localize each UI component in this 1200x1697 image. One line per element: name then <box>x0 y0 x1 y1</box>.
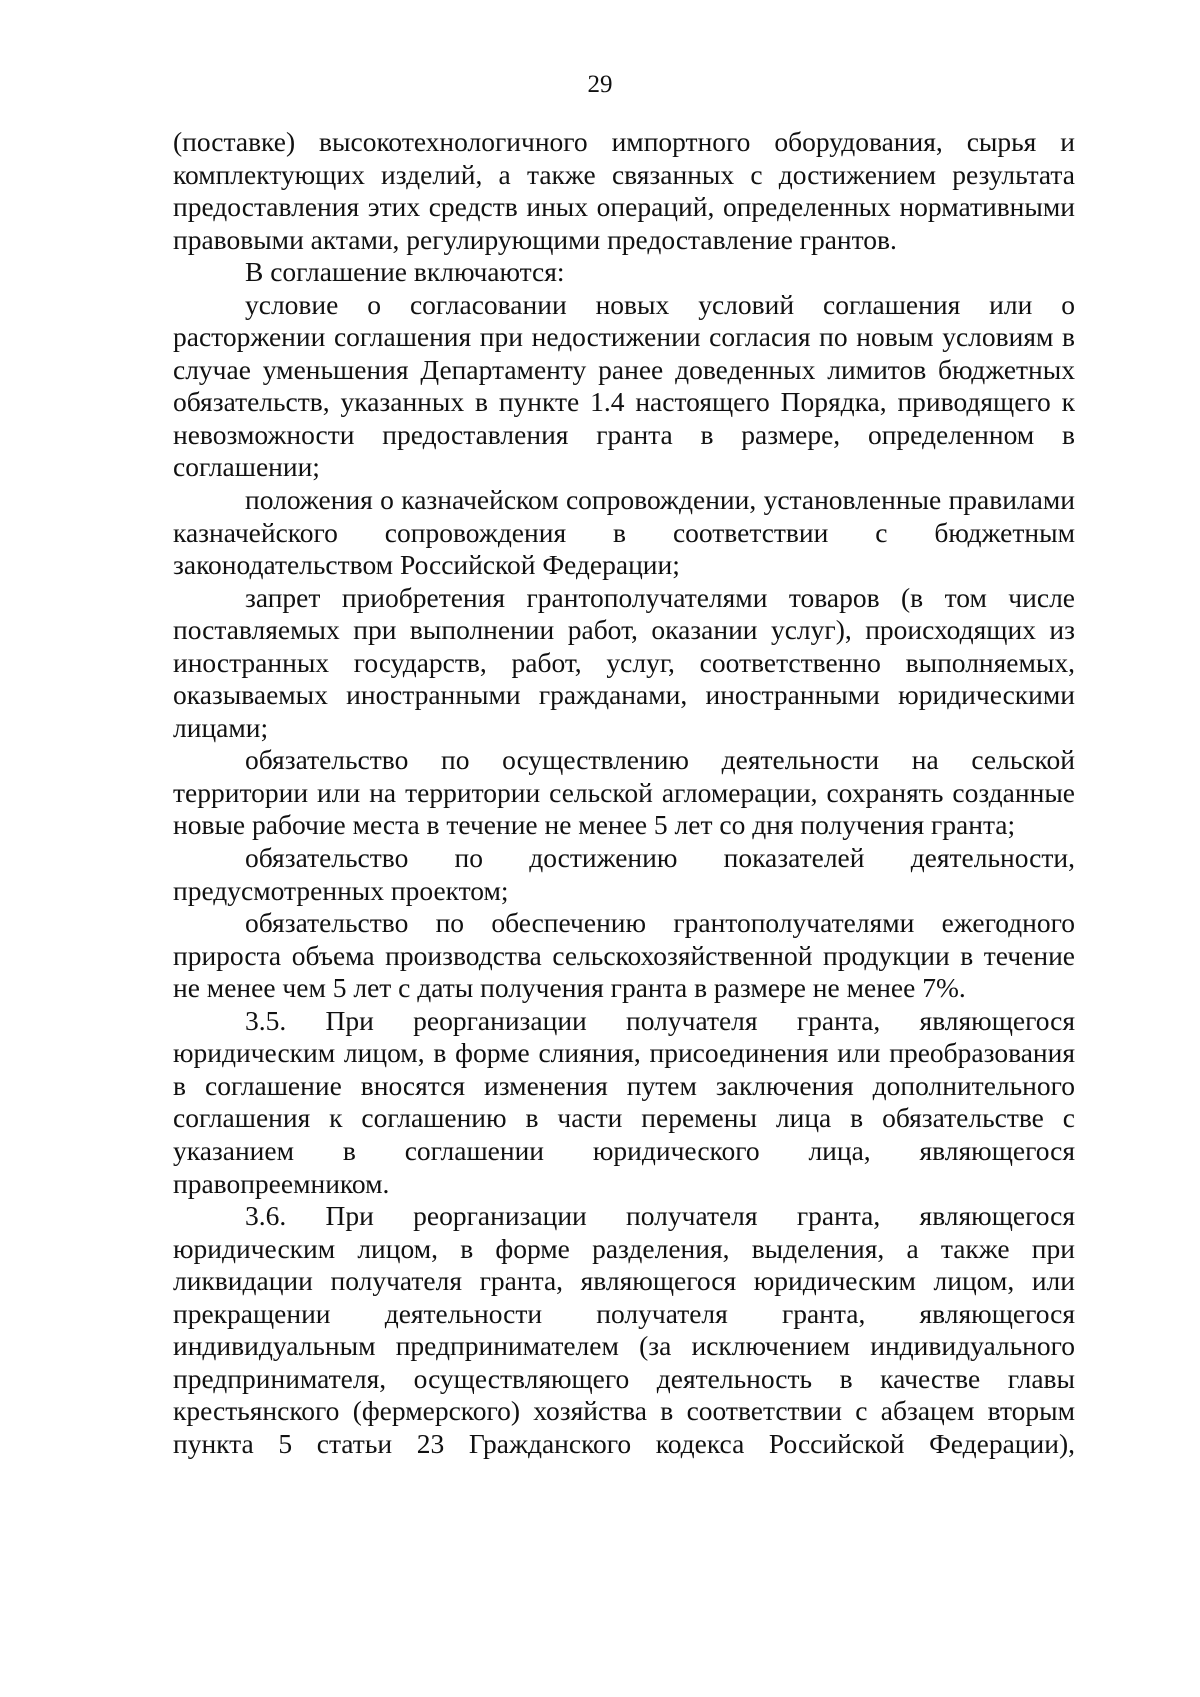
paragraph-foreign-goods-ban: запрет приобретения грантополучателями товаров (в том числе поставляемых при выполнении работ, оказании услуг), происходящих из иностранных государств, работ, услуг, соответственно выполняемых, оказываемых иностранными гражданами, иностранными юридическими лицами; <box>173 581 1075 743</box>
paragraph-section-3-6: 3.6. При реорганизации получателя гранта, являющегося юридическим лицом, в форме разделения, выделения, а также при ликвидации получателя гранта, являющегося юридическим лицом, или прекращении деятельности получателя гранта, являющегося индивидуальным предпринимателем (за исключением индивидуального предпринимателя, осуществляющего деятельность в качестве главы крестьянского (фермерского) хозяйства в соответствии с абзацем вторым пункта 5 статьи 23 Гражданского кодекса Российской Федерации), <box>173 1200 1075 1459</box>
paragraph-agreement-includes: В соглашение включаются: <box>245 256 565 288</box>
paragraph-indicators-obligation: обязательство по достижению показателей деятельности, предусмотренных проектом; <box>173 842 1075 906</box>
paragraph-production-growth: обязательство по обеспечению грантополучателями ежегодного прироста объема производства сельскохозяйственной продукции в течение не менее чем 5 лет с даты получения гранта в размере не менее 7%. <box>173 907 1075 1004</box>
paragraph-treasury-support: положения о казначейском сопровождении, установленные правилами казначейского сопровождения в соответствии с бюджетным законодательством Российской Федерации; <box>173 484 1075 581</box>
page-number: 29 <box>587 71 613 98</box>
paragraph-intro-continuation: (поставке) высокотехнологичного импортного оборудования, сырья и комплектующих изделий, а также связанных с достижением результата предоставления этих средств иных операций, определенных нормативными правовыми актами, регулирующими предоставление грантов. <box>173 126 1075 255</box>
paragraph-rural-obligation: обязательство по осуществлению деятельности на сельской территории или на территории сельской агломерации, сохранять созданные новые рабочие места в течение не менее 5 лет со дня получения гранта; <box>173 744 1075 841</box>
paragraph-condition-renegotiation: условие о согласовании новых условий соглашения или о расторжении соглашения при недостижении согласия по новым условиям в случае уменьшения Департаменту ранее доведенных лимитов бюджетных обязательств, указанных в пункте 1.4 настоящего Порядка, приводящего к невозможности предоставления гранта в размере, определенном в соглашении; <box>173 288 1075 483</box>
paragraph-section-3-5: 3.5. При реорганизации получателя гранта, являющегося юридическим лицом, в форме слияния, присоединения или преобразования в соглашение вносятся изменения путем заключения дополнительного соглашения к соглашению в части перемены лица в обязательстве с указанием в соглашении юридического лица, являющегося правопреемником. <box>173 1004 1075 1199</box>
document-body <box>173 126 1075 1460</box>
